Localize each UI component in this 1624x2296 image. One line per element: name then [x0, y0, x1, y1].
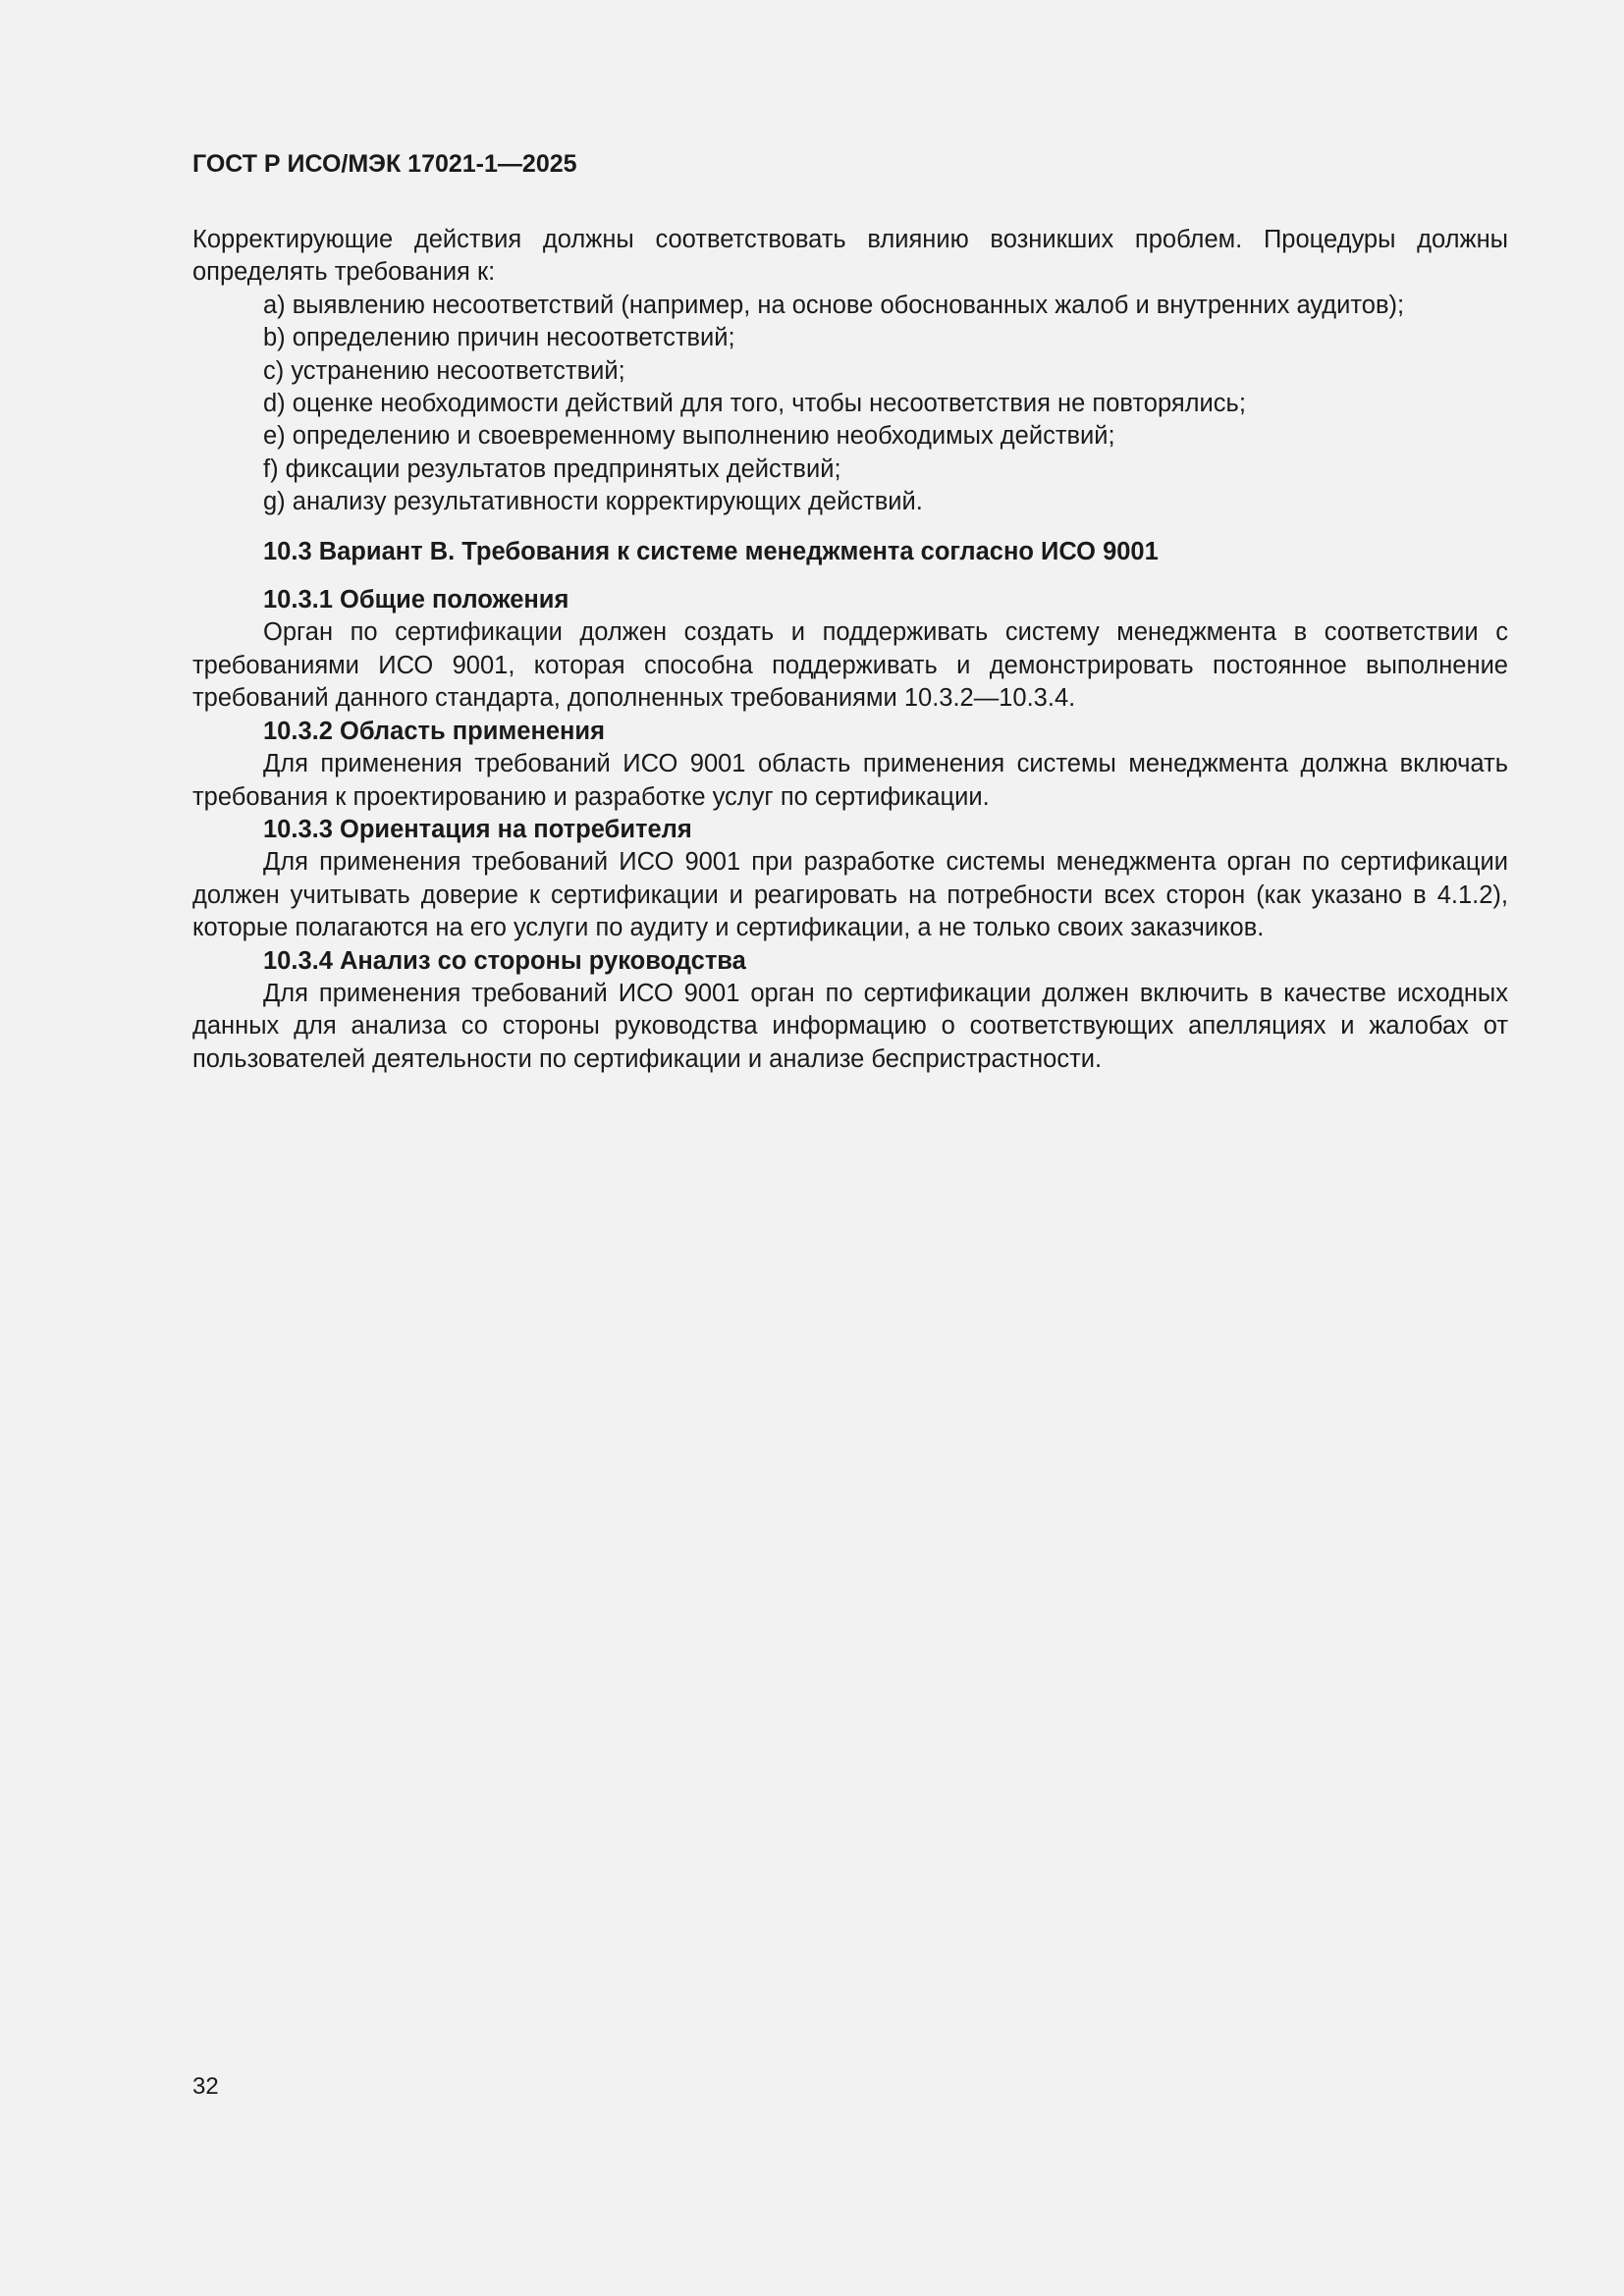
list-item: a) выявлению несоответствий (например, на основе обоснованных жалоб и внутренних аудитов); [263, 291, 1405, 319]
subsection-text-10-3-2: Для применения требований ИСО 9001 область применения системы менеджмента должна включать требования к проектированию и разработке услуг по сертификации. [192, 750, 1508, 811]
list-item: f) фиксации результатов предпринятых действий; [263, 454, 841, 483]
page-number: 32 [192, 2073, 219, 2100]
list-item: c) устранению несоответствий; [263, 356, 625, 385]
list-item: g) анализу результативности корректирующих действий. [263, 488, 923, 516]
subsection-text-10-3-4: Для применения требований ИСО 9001 орган по сертификации должен включить в качестве исходных данных для анализа со стороны руководства информацию о соответствующих апелляциях и жалобах от пользователей деятельности по сертификации и анализе беспристрастности. [192, 979, 1508, 1073]
requirements-list [192, 290, 1508, 519]
subsection-text-10-3-3: Для применения требований ИСО 9001 при разработке системы менеджмента орган по сертификации должен учитывать доверие к сертификации и реагировать на потребности всех сторон (как указано в 4.1.2), которые полагаются на его услуги по аудиту и сертификации, а не только своих заказчиков. [192, 848, 1508, 942]
intro-paragraph: Корректирующие действия должны соответствовать влиянию возникших проблем. Процедуры должны определять требования к: [192, 226, 1508, 287]
subsection-heading-10-3-1: 10.3.1 Общие положения [263, 586, 569, 614]
subsection-heading-10-3-3: 10.3.3 Ориентация на потребителя [263, 815, 692, 843]
section-heading-10-3: 10.3 Вариант В. Требования к системе менеджмента согласно ИСО 9001 [263, 537, 1159, 565]
document-body [192, 224, 1508, 1076]
list-item: e) определению и своевременному выполнению необходимых действий; [263, 422, 1115, 451]
document-header: ГОСТ Р ИСО/МЭК 17021-1—2025 [192, 150, 577, 178]
subsection-heading-10-3-2: 10.3.2 Область применения [263, 717, 605, 745]
list-item: b) определению причин несоответствий; [263, 324, 735, 352]
subsection-text-10-3-1: Орган по сертификации должен создать и поддерживать систему менеджмента в соответствии с требованиями ИСО 9001, которая способна поддерживать и демонстрировать постоянное выполнение требований данного стандарта, дополненных требованиями 10.3.2—10.3.4. [192, 618, 1508, 713]
subsection-heading-10-3-4: 10.3.4 Анализ со стороны руководства [263, 946, 746, 975]
list-item: d) оценке необходимости действий для того, чтобы несоответствия не повторялись; [263, 390, 1246, 418]
